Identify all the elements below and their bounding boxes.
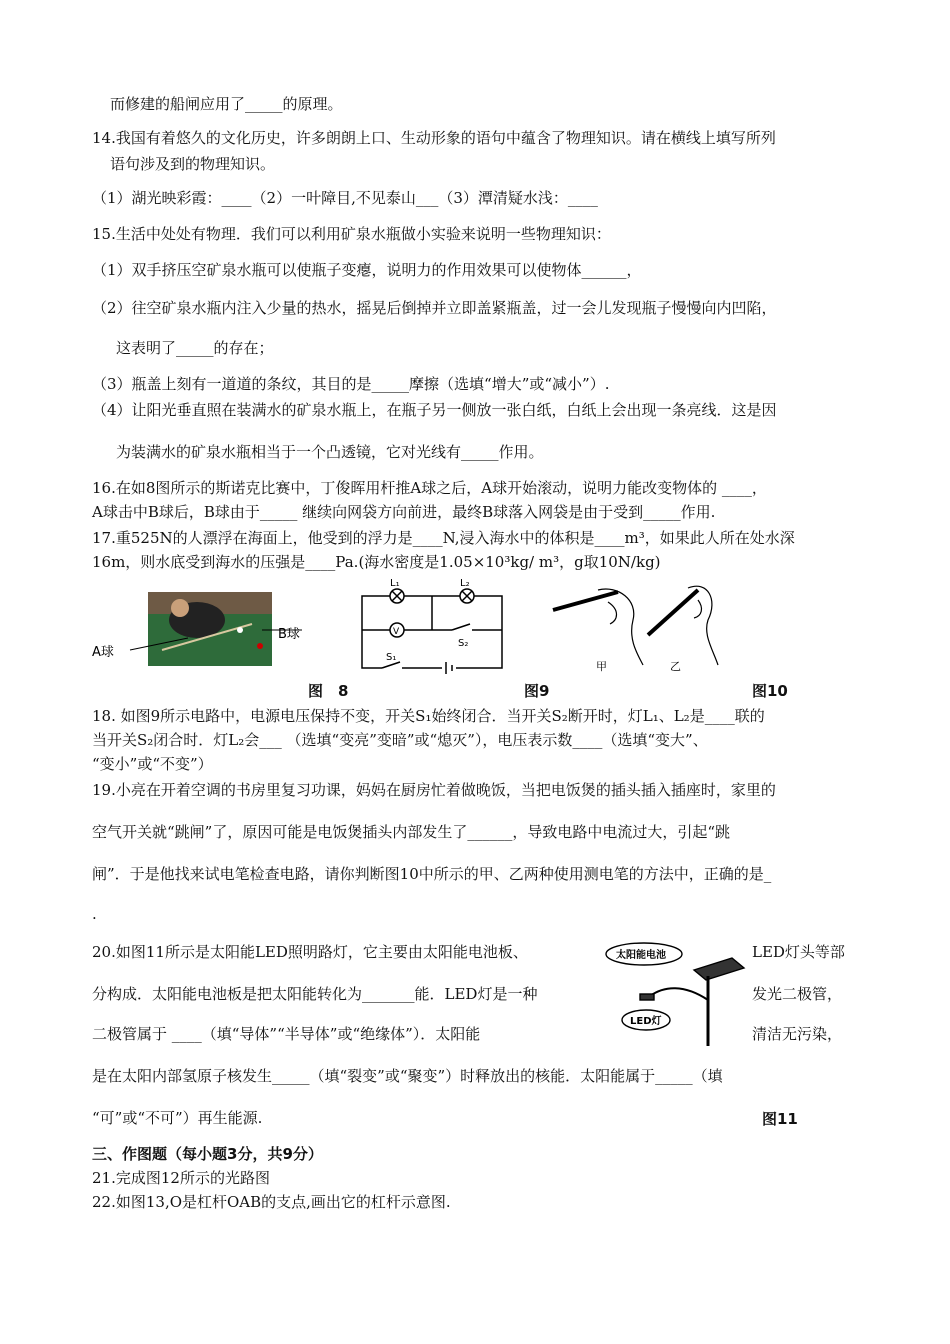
question-19: 19.小亮在开着空调的书房里复习功课，妈妈在厨房忙着做晚饭，当把电饭煲的插头插入插座时，家里的: [92, 781, 776, 799]
figure-10-caption: 图10: [752, 682, 788, 700]
text-line: “可”或“不可”）再生能源.: [92, 1109, 263, 1127]
yi-label: 乙: [670, 660, 681, 672]
question-20: 20.如图11所示是太阳能LED照明路灯，它主要由太阳能电池板、: [92, 943, 528, 961]
snooker-photo: [92, 590, 332, 670]
text-line: “变小”或“不变”）: [92, 755, 213, 773]
figure-10: [548, 580, 738, 672]
text-line: （2）往空矿泉水瓶内注入少量的热水，摇晃后倒掉并立即盖紧瓶盖，过一会儿发现瓶子慢慢向内凹陷，: [92, 299, 777, 317]
solar-lamp-drawing: [604, 940, 750, 1050]
s1-label: S₁: [386, 652, 397, 663]
text-line: 是在太阳内部氢原子核发生_____（填“裂变”或“聚变”）时释放出的核能．太阳能属于_____（填: [92, 1067, 723, 1085]
text-line: （4）让阳光垂直照在装满水的矿泉水瓶上，在瓶子另一侧放一张白纸，白纸上会出现一条亮线．这是因: [92, 401, 777, 419]
question-16: 16.在如8图所示的斯诺克比赛中，丁俊晖用杆推A球之后，A球开始滚动，说明力能改变物体的 ____，: [92, 479, 767, 497]
question-18: 18. 如图9所示电路中，电源电压保持不变，开关S₁始终闭合．当开关S₂断开时，灯L₁、L₂是____联的: [92, 707, 765, 725]
text-line: （3）瓶盖上刻有一道道的条纹，其目的是_____摩擦（选填“增大”或“减小”）.: [92, 375, 610, 393]
ball-a-label: A球: [92, 645, 114, 660]
s2-label: S₂: [458, 638, 469, 649]
text-line: 清洁无污染，: [752, 1025, 843, 1043]
question-14: 14.我国有着悠久的文化历史，许多朗朗上口、生动形象的语句中蕴含了物理知识。请在横线上填写所列: [92, 129, 776, 147]
figure-8-caption: 图 8: [308, 682, 349, 700]
l2-label: L₂: [460, 578, 470, 589]
question-17: 17.重525N的人漂浮在海面上，他受到的浮力是____N,浸入海水中的体积是____m³，如果此人所在处水深: [92, 529, 795, 547]
led-lamp-label: LED灯: [630, 1016, 662, 1027]
figure-9-caption: 图9: [524, 682, 550, 700]
text-line: 这表明了_____的存在；: [116, 339, 274, 357]
text-line: 16m，则水底受到海水的压强是____Pa.(海水密度是1.05×10³kg/ m³，g取10N/kg): [92, 553, 661, 571]
test-pen-drawing: [548, 580, 738, 672]
text-line: （1）湖光映彩霞：____（2）一叶障目,不见泰山___（3）潭清疑水浅：____: [92, 189, 598, 207]
text-line: 语句涉及到的物理知识。: [110, 155, 276, 173]
text-line: 而修建的船闸应用了_____的原理。: [110, 95, 343, 113]
text-line: A球击中B球后，B球由于_____ 继续向网袋方向前进，最终B球落入网袋是由于受到_____作用.: [92, 503, 716, 521]
l1-label: L₁: [390, 578, 400, 589]
circuit-diagram: [352, 578, 512, 678]
question-21: 21.完成图12所示的光路图: [92, 1169, 270, 1187]
text-line: （1）双手挤压空矿泉水瓶可以使瓶子变瘪，说明力的作用效果可以使物体______，: [92, 261, 642, 279]
voltmeter-label: V: [393, 627, 400, 637]
section-heading: 三、作图题（每小题3分，共9分）: [92, 1145, 323, 1163]
text-line: 空气开关就“跳闸”了，原因可能是电饭煲插头内部发生了______，导致电路中电流过大，引起“跳: [92, 823, 731, 841]
text-line: 为装满水的矿泉水瓶相当于一个凸透镜，它对光线有_____作用。: [116, 443, 544, 461]
text-line: 当开关S₂闭合时．灯L₂会___ （选填“变亮”变暗”或“熄灭”），电压表示数____（选填“变大”、: [92, 731, 708, 749]
ball-b-label: B球: [278, 627, 300, 642]
figure-11: [604, 940, 750, 1050]
figure-9: [352, 578, 512, 678]
text-line: 分构成．太阳能电池板是把太阳能转化为_______能．LED灯是一种: [92, 985, 538, 1003]
text-line: 发光二极管，: [752, 985, 843, 1003]
figure-8: [92, 590, 332, 670]
question-22: 22.如图13,O是杠杆OAB的支点,画出它的杠杆示意图.: [92, 1193, 451, 1211]
question-15: 15.生活中处处有物理．我们可以利用矿泉水瓶做小实验来说明一些物理知识：: [92, 225, 611, 243]
text-line: 闸”．于是他找来试电笔检查电路，请你判断图10中所示的甲、乙两种使用测电笔的方法中，正确的是_: [92, 865, 772, 883]
solar-panel-label: 太阳能电池: [616, 950, 666, 961]
text-line: 二极管属于 ____（填“导体”“半导体”或“绝缘体”）．太阳能: [92, 1025, 481, 1043]
figure-11-caption: 图11: [762, 1110, 798, 1128]
text-line: LED灯头等部: [752, 943, 845, 961]
jia-label: 甲: [596, 660, 607, 672]
text-line: .: [92, 905, 97, 923]
